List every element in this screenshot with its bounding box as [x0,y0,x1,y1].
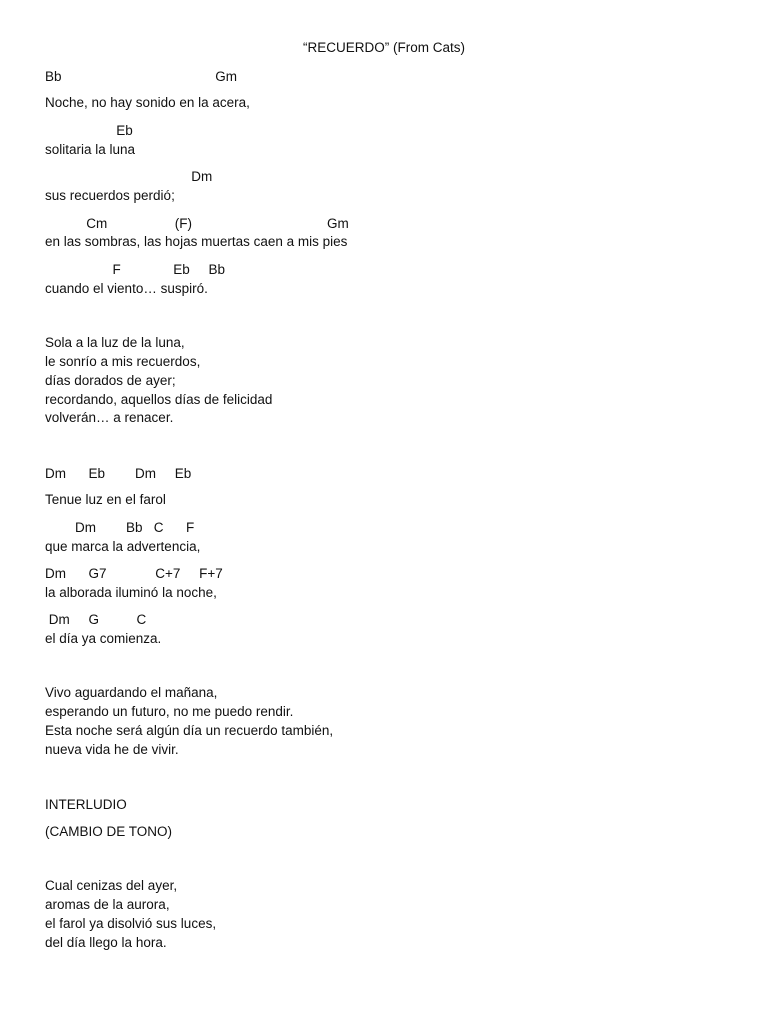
lyric-line: el día ya comienza. [45,631,162,646]
lyric-line: Esta noche será algún día un recuerdo también, [45,723,334,738]
chord-line: Dm Eb Dm Eb [45,466,192,481]
lyric-line: Noche, no hay sonido en la acera, [45,95,250,110]
chord-line: Cm (F) Gm [45,216,349,231]
lyric-line: Sola a la luz de la luna, [45,335,185,350]
section-label-key-change: (CAMBIO DE TONO) [45,824,173,839]
lyric-line: sus recuerdos perdió; [45,188,175,203]
lyric-line: recordando, aquellos días de felicidad [45,392,273,407]
chord-line: Dm Bb C F [45,520,195,535]
lyric-line: días dorados de ayer; [45,373,176,388]
lyric-line: Cual cenizas del ayer, [45,878,178,893]
lyric-line: la alborada iluminó la noche, [45,585,217,600]
lyric-line: en las sombras, las hojas muertas caen a mis pies [45,234,348,249]
lyric-line: volverán… a renacer. [45,410,174,425]
chord-line: Bb Gm [45,69,238,84]
lyric-line: nueva vida he de vivir. [45,742,179,757]
lyric-line: cuando el viento… suspiró. [45,281,208,296]
lyric-line: que marca la advertencia, [45,539,201,554]
lyric-line: aromas de la aurora, [45,897,170,912]
lyric-line: Tenue luz en el farol [45,492,166,507]
chord-line: F Eb Bb [45,262,226,277]
lyric-line: del día llego la hora. [45,935,167,950]
lyric-line: solitaria la luna [45,142,136,157]
lyric-line: Vivo aguardando el mañana, [45,685,218,700]
chord-line: Dm G7 C+7 F+7 [45,566,223,581]
song-title: “RECUERDO” (From Cats) [303,40,465,55]
chord-line: Dm G C [45,612,147,627]
lyric-line: le sonrío a mis recuerdos, [45,354,201,369]
lyric-line: el farol ya disolvió sus luces, [45,916,217,931]
chord-line: Dm [45,169,213,184]
lyric-line: esperando un futuro, no me puedo rendir. [45,704,294,719]
section-label-interlude: INTERLUDIO [45,797,127,812]
chord-line: Eb [45,123,133,138]
